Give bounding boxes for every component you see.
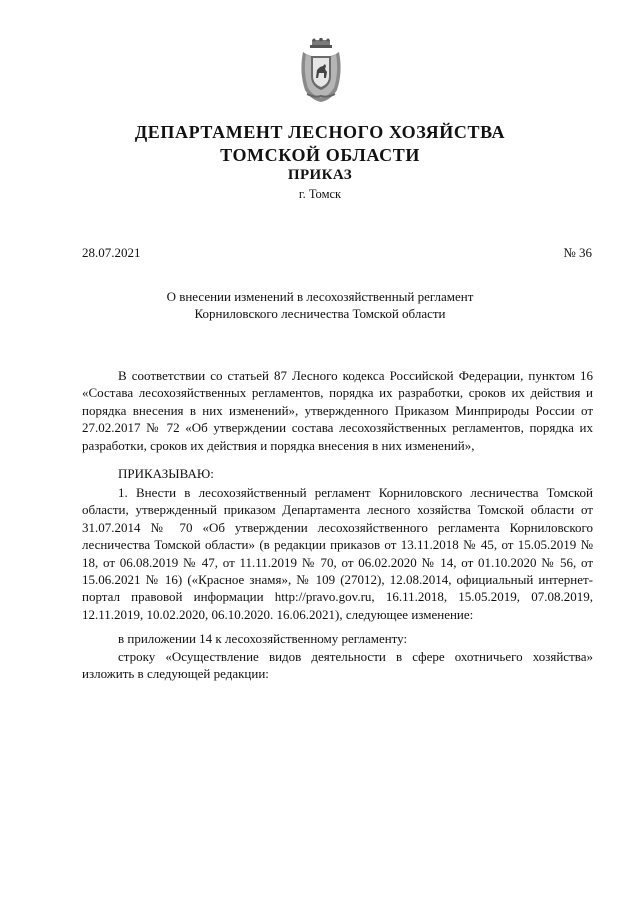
subject-line1: О внесении изменений в лесохозяйственный регламент <box>166 289 474 304</box>
document-type: ПРИКАЗ <box>287 167 353 183</box>
document-number: № 36 <box>563 245 592 260</box>
appendix-paragraph: в приложении 14 к лесохозяйственному регламенту: <box>118 631 408 646</box>
row-change-paragraph: строку «Осуществление видов деятельности в сфере охотничьего хозяйства» изложить в следующей редакции: <box>82 649 593 682</box>
coat-of-arms-icon <box>297 38 345 104</box>
subject-line2: Корниловского лесничества Томской области <box>194 306 446 321</box>
document-city: г. Томск <box>298 187 342 201</box>
document-date: 28.07.2021 <box>82 245 141 260</box>
department-title-line1: ДЕПАРТАМЕНТ ЛЕСНОГО ХОЗЯЙСТВА <box>134 122 506 142</box>
item-1-paragraph: 1. Внести в лесохозяйственный регламент Корниловского лесничества Томской области, утвержденный приказом Департамента лесного хозяйства Томской области от 31.07.2014 № 70 «Об утверждении лесохозяйственного регламента Корниловского лесничества Томской области» (в редакции приказов от 13.11.2018 № 45, от 15.05.2019 № 18, от 06.08.2019 № 47, от 11.11.2019 № 70, от 06.02.2020 № 14, от 01.10.2020 № 56, от 15.06.2021 № 16) («Красное знамя», № 109 (27012), 12.08.2014, официальный интернет-портал правовой информации http://pravo.gov.ru, 16.11.2018, 15.05.2019, 07.08.2019, 12.11.2019, 10.02.2020, 06.10.2020. 16.06.2021), следующее изменение: <box>82 485 593 622</box>
preamble-paragraph: В соответствии со статьей 87 Лесного кодекса Российской Федерации, пунктом 16 «Состава лесохозяйственных регламентов, порядка их разработки, сроков их действия и порядка внесения в них изменений», утвержденного Приказом Минприроды России от 27.02.2017 № 72 «Об утверждении состава лесохозяйственных регламентов, порядка их разработки, сроков их действия и порядка внесения в них изменений», <box>82 368 593 453</box>
department-title-line2: ТОМСКОЙ ОБЛАСТИ <box>220 145 420 165</box>
order-word: ПРИКАЗЫВАЮ: <box>118 466 214 481</box>
